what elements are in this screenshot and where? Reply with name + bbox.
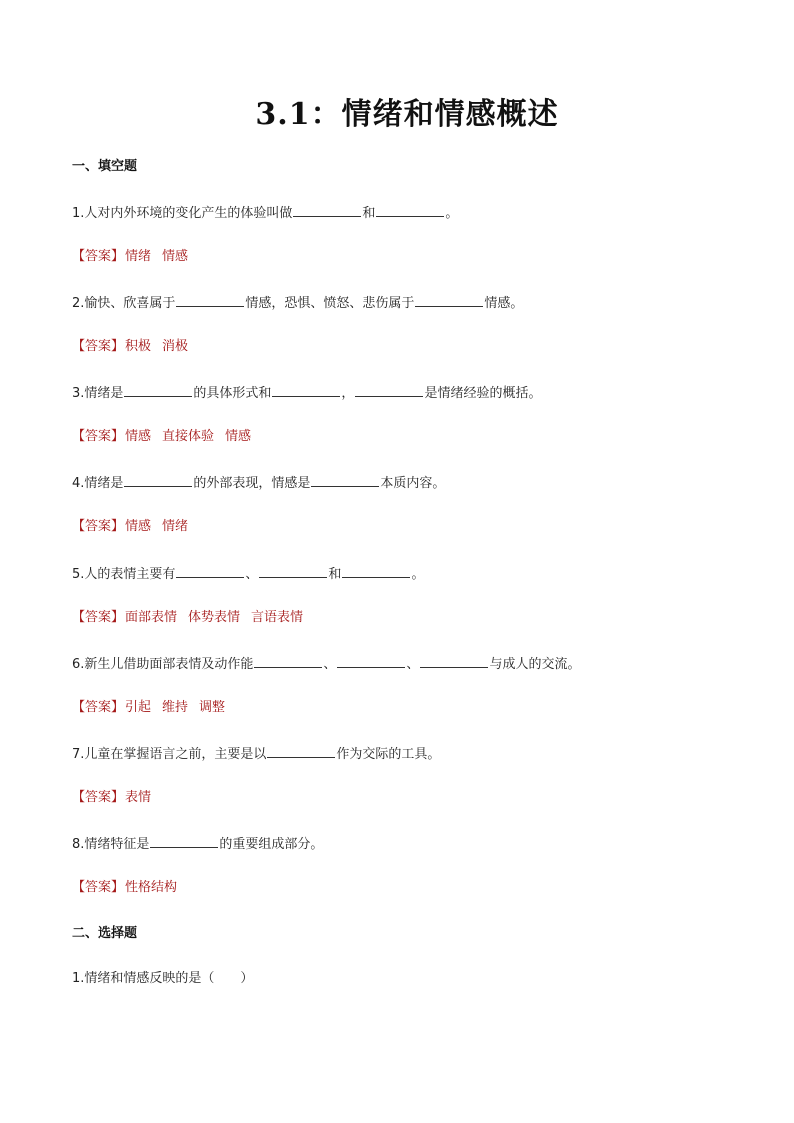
- question-text: 、: [245, 567, 259, 582]
- question-text: 5.人的表情主要有: [72, 567, 176, 582]
- question-7: [72, 744, 440, 764]
- answer-tag: 【答案】: [72, 429, 125, 444]
- question-text: 作为交际的工具。: [336, 747, 441, 762]
- answer-item: 体势表情: [188, 610, 241, 625]
- answer-tag: 【答案】: [72, 339, 125, 354]
- answer-8: [72, 879, 188, 897]
- question-text: 1.人对内外环境的变化产生的体验叫做: [72, 206, 293, 221]
- answer-blank: [259, 564, 327, 578]
- answer-blank: [254, 654, 322, 668]
- answer-6: [72, 699, 236, 717]
- question-text: 6.新生儿借助面部表情及动作能: [72, 657, 254, 672]
- answer-item: 积极: [125, 339, 152, 354]
- question-5: [72, 564, 424, 584]
- answer-blank: [272, 383, 340, 397]
- answer-blank: [267, 744, 335, 758]
- question-text: 。: [445, 206, 459, 221]
- answer-blank: [176, 293, 244, 307]
- question-text: 、: [406, 657, 420, 672]
- answer-blank: [420, 654, 488, 668]
- section-heading-multiple-choice: 二、选择题: [72, 926, 138, 941]
- question-text: ，: [341, 386, 355, 401]
- question-2: [72, 293, 523, 313]
- answer-blank: [124, 383, 192, 397]
- question-text: 与成人的交流。: [489, 657, 581, 672]
- question-3: [72, 383, 541, 403]
- answer-item: 情感: [225, 429, 252, 444]
- answer-item: 性格结构: [125, 880, 178, 895]
- answer-blank: [342, 564, 410, 578]
- question-8: [72, 834, 323, 854]
- question-6: [72, 654, 580, 674]
- question-text: 的具体形式和: [193, 386, 272, 401]
- answer-7: [72, 789, 162, 807]
- answer-tag: 【答案】: [72, 790, 125, 805]
- question-text: 7.儿童在掌握语言之前，主要是以: [72, 747, 267, 762]
- answer-blank: [293, 203, 361, 217]
- answer-item: 情感: [125, 429, 152, 444]
- answer-blank: [124, 473, 192, 487]
- answer-item: 情感: [162, 249, 189, 264]
- answer-item: 情感: [125, 519, 152, 534]
- question-text: 本质内容。: [380, 476, 446, 491]
- answer-item: 消极: [162, 339, 189, 354]
- answer-item: 引起: [125, 700, 152, 715]
- section-heading-fill-in: 一、填空题: [72, 159, 138, 174]
- answer-item: 维持: [162, 700, 189, 715]
- answer-3: [72, 428, 262, 446]
- answer-5: [72, 609, 314, 627]
- answer-tag: 【答案】: [72, 610, 125, 625]
- answer-tag: 【答案】: [72, 519, 125, 534]
- answer-tag: 【答案】: [72, 880, 125, 895]
- question-text: 4.情绪是: [72, 476, 124, 491]
- question-text: 3.情绪是: [72, 386, 124, 401]
- answer-1: [72, 248, 199, 266]
- answer-2: [72, 338, 199, 356]
- question-text: 的外部表现，情感是: [193, 476, 311, 491]
- answer-blank: [337, 654, 405, 668]
- question-text: 情感。: [484, 296, 524, 311]
- answer-item: 情绪: [125, 249, 152, 264]
- page-title: 3.1：情绪和情感概述: [255, 97, 559, 132]
- choice-question-1: 1.情绪和情感反映的是（ ）: [72, 971, 254, 986]
- answer-blank: [311, 473, 379, 487]
- answer-tag: 【答案】: [72, 249, 125, 264]
- answer-item: 情绪: [162, 519, 189, 534]
- question-4: [72, 473, 445, 493]
- answer-item: 言语表情: [251, 610, 304, 625]
- answer-blank: [376, 203, 444, 217]
- question-text: 和: [328, 567, 342, 582]
- question-text: 和: [362, 206, 376, 221]
- question-text: 是情绪经验的概括。: [424, 386, 542, 401]
- answer-4: [72, 518, 199, 536]
- question-text: 情感，恐惧、愤怒、悲伤属于: [245, 296, 415, 311]
- answer-blank: [150, 834, 218, 848]
- question-text: 、: [323, 657, 337, 672]
- question-text: 8.情绪特征是: [72, 837, 150, 852]
- question-text: 。: [411, 567, 425, 582]
- question-1: [72, 203, 458, 223]
- answer-item: 表情: [125, 790, 152, 805]
- answer-item: 直接体验: [162, 429, 215, 444]
- question-text: 2.愉快、欣喜属于: [72, 296, 176, 311]
- answer-item: 面部表情: [125, 610, 178, 625]
- answer-blank: [176, 564, 244, 578]
- answer-blank: [355, 383, 423, 397]
- answer-item: 调整: [199, 700, 226, 715]
- answer-tag: 【答案】: [72, 700, 125, 715]
- question-text: 的重要组成部分。: [219, 837, 324, 852]
- answer-blank: [415, 293, 483, 307]
